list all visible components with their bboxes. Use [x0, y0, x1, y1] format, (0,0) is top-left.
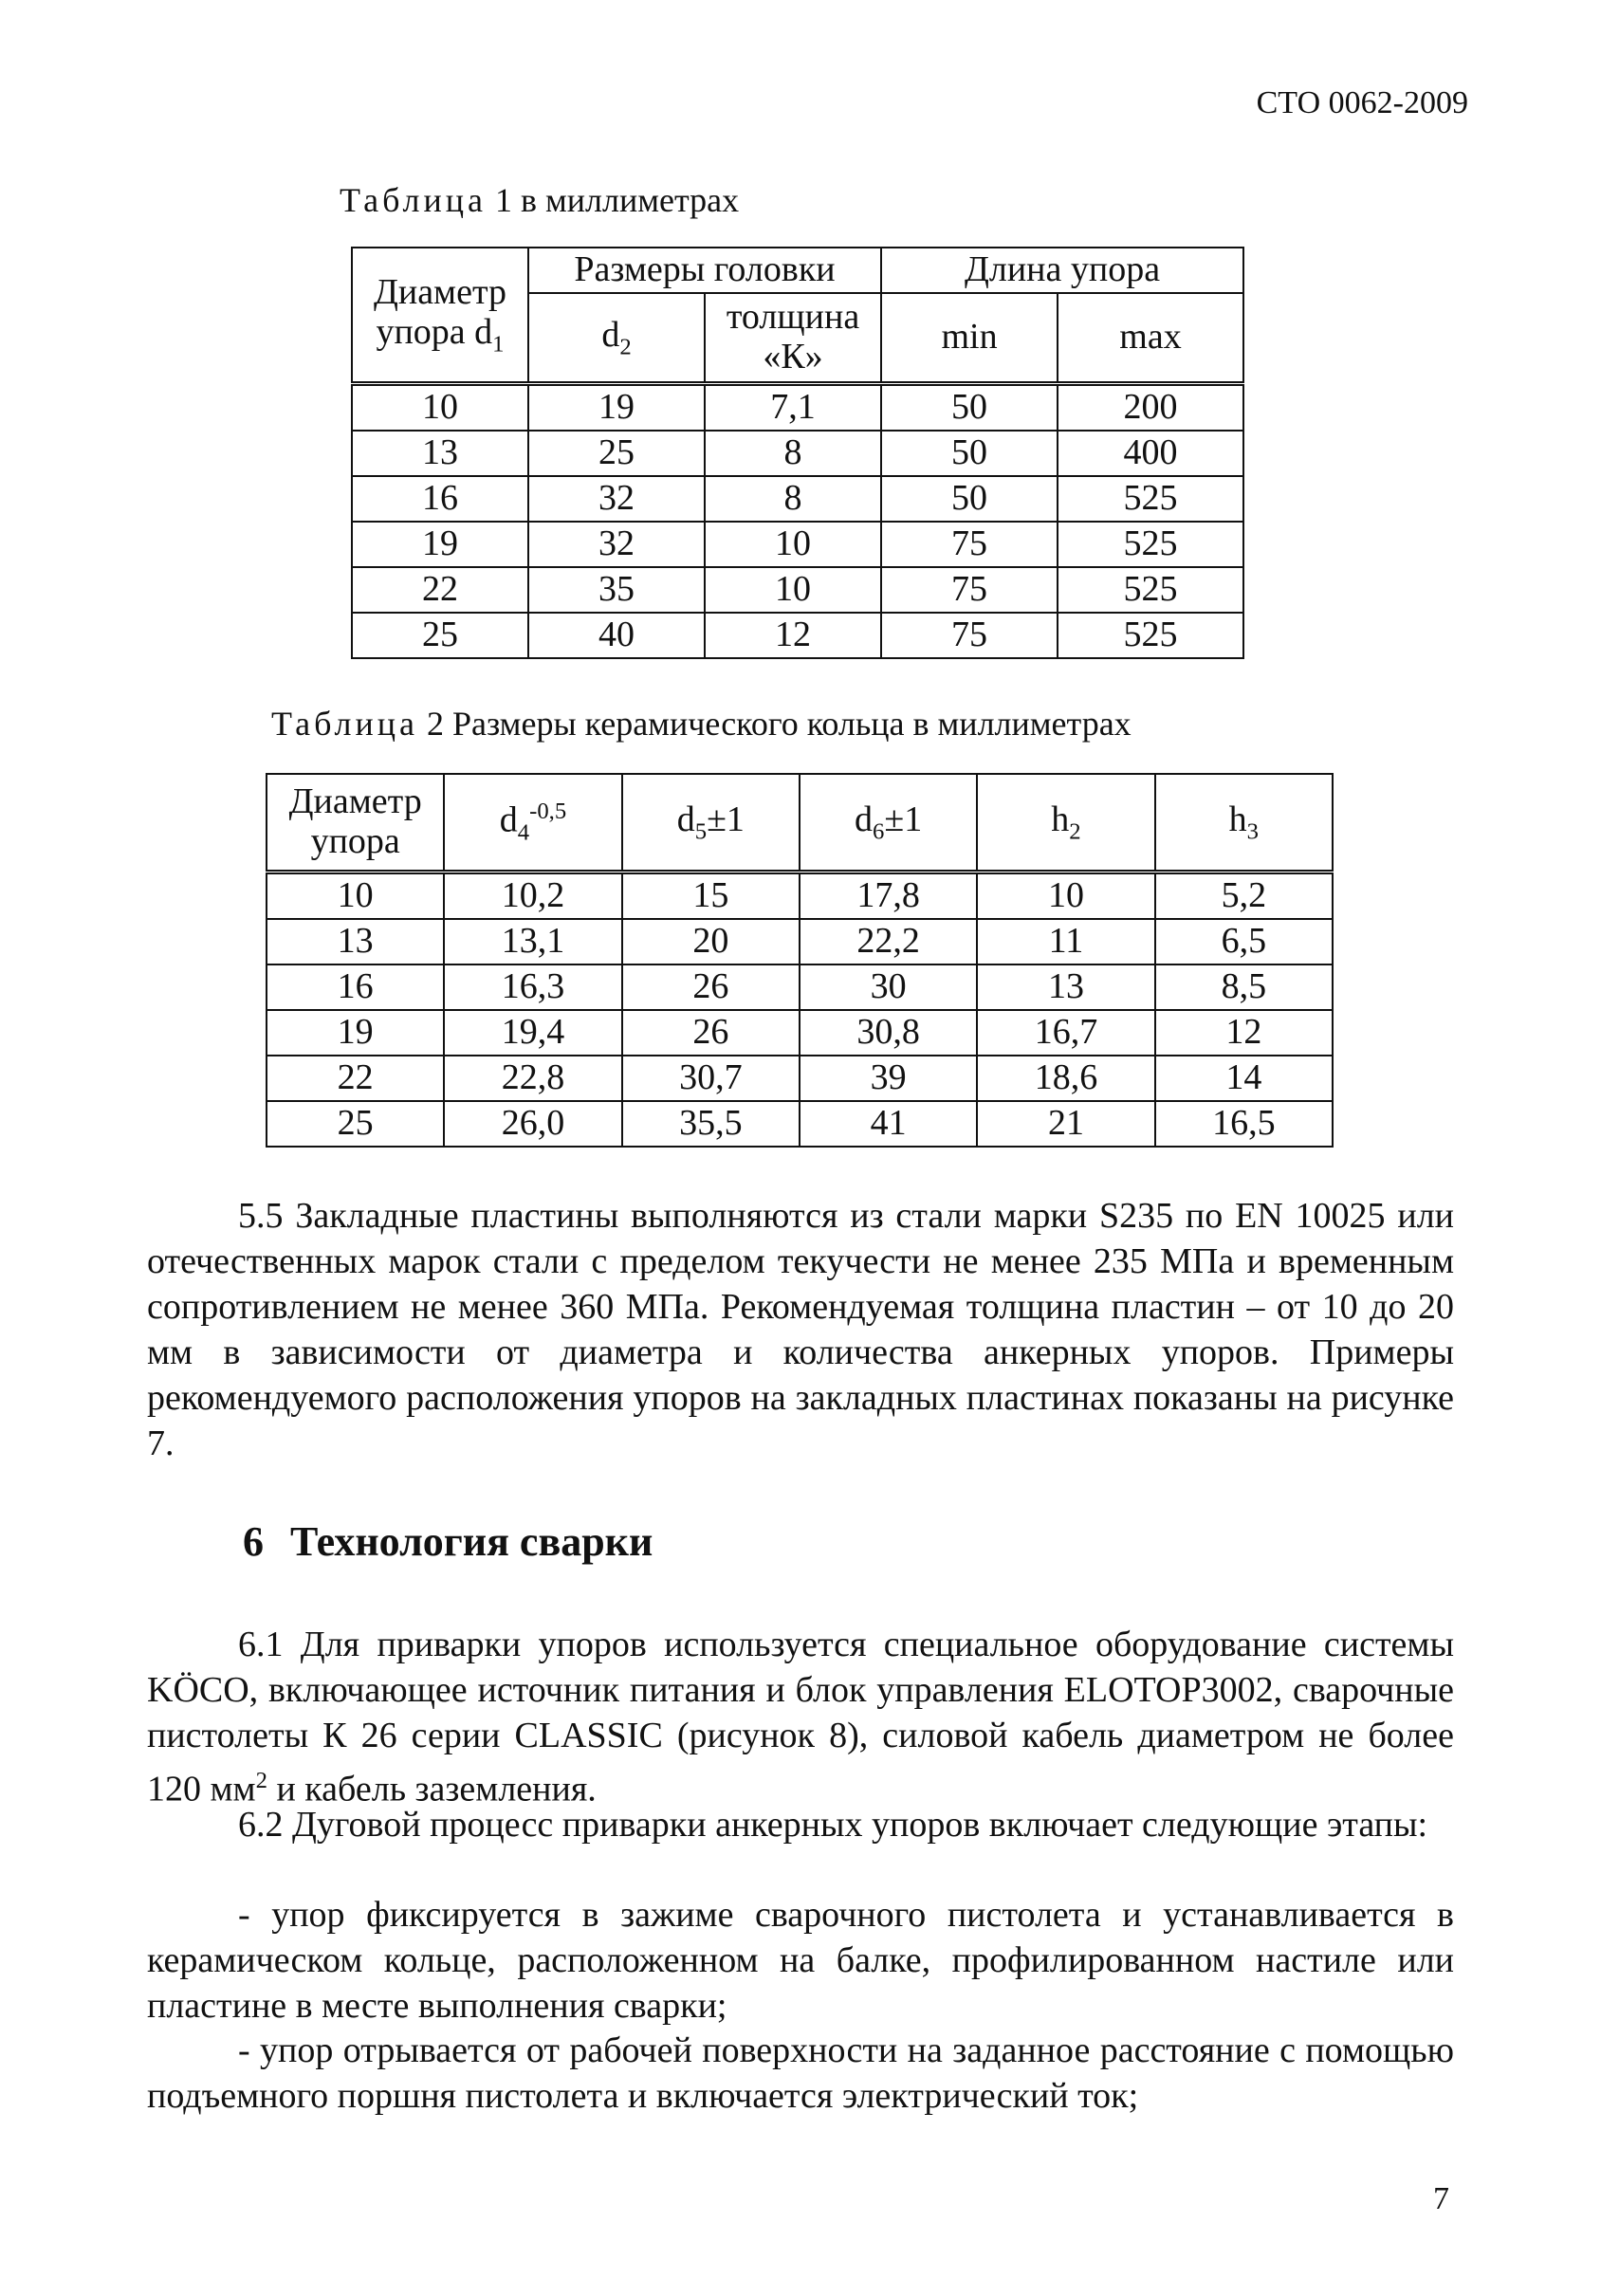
table-cell: 8	[705, 431, 881, 476]
table2-caption-label: Таблица	[271, 705, 418, 743]
table1-header-head-size: Размеры головки	[528, 248, 881, 293]
table-cell: 8	[705, 476, 881, 522]
table-cell: 13	[267, 919, 444, 964]
table-cell: 10	[352, 384, 528, 432]
table2-header-d5: $d_5\pm 1$	[622, 774, 800, 872]
table-cell: 18,6	[977, 1056, 1154, 1101]
table-cell: 35	[528, 567, 705, 613]
table-cell: 22,2	[800, 919, 977, 964]
table-cell: 25	[267, 1101, 444, 1147]
table-cell: 12	[705, 613, 881, 658]
table-cell: 75	[881, 613, 1058, 658]
table-cell: 15	[622, 872, 800, 920]
list-item: - упор фиксируется в зажиме сварочного пистолета и устанавливается в керамическом кольце, расположенном на балке, профилированном настиле или пластине в месте выполнения сварки;	[147, 1895, 1454, 2026]
table-row	[352, 384, 1243, 432]
table-cell: 26,0	[444, 1101, 621, 1147]
table-row	[267, 1056, 1333, 1101]
table-cell: 16,3	[444, 964, 621, 1010]
paragraph-5-5: 5.5 Закладные пластины выполняются из стали марки S235 по EN 10025 или отечественных марок стали с пределом текучести не менее 235 МПа и временным сопротивлением не менее 360 МПа. Рекомендуемая толщина пластин – от 10 до 20 мм в зависимости от диаметра и количества анкерных упоров. Примеры рекомендуемого расположения упоров на закладных пластинах показаны на рисунке 7.	[147, 1196, 1454, 1463]
document-code: СТО 0062-2009	[1256, 85, 1468, 120]
table-cell: 8,5	[1155, 964, 1333, 1010]
table-cell: 30,7	[622, 1056, 800, 1101]
section-number: 6	[243, 1518, 264, 1565]
table-cell: 25	[352, 613, 528, 658]
table-cell: 14	[1155, 1056, 1333, 1101]
table-cell: 12	[1155, 1010, 1333, 1056]
paragraph-6-2: 6.2 Дуговой процесс приварки анкерных упоров включает следующие этапы:	[238, 1805, 1428, 1845]
table-cell: 39	[800, 1056, 977, 1101]
table1-caption	[340, 180, 739, 220]
table-cell: 26	[622, 1010, 800, 1056]
table-cell: 50	[881, 384, 1058, 432]
table-cell: 525	[1058, 476, 1243, 522]
table2-header-h2: $h_2$	[977, 774, 1154, 872]
table-cell: 21	[977, 1101, 1154, 1147]
table-cell: 40	[528, 613, 705, 658]
table-cell: 75	[881, 567, 1058, 613]
table-cell: 525	[1058, 613, 1243, 658]
table-cell: 13	[352, 431, 528, 476]
table-cell: 30,8	[800, 1010, 977, 1056]
table-cell: 19	[528, 384, 705, 432]
table-cell: 32	[528, 522, 705, 567]
table1-caption-text: 1 в миллиметрах	[486, 181, 740, 219]
table-cell: 10	[705, 522, 881, 567]
table-row	[267, 1010, 1333, 1056]
table2-header-h3: $h_3$	[1155, 774, 1333, 872]
table-cell: 10	[267, 872, 444, 920]
table-cell: 525	[1058, 567, 1243, 613]
table1-header-diameter: Диаметр упора $d_1$	[352, 248, 528, 384]
table-cell: 10	[977, 872, 1154, 920]
table-cell: 30	[800, 964, 977, 1010]
table-cell: 35,5	[622, 1101, 800, 1147]
table2-header-d4: $d_4^{-0,5}$	[444, 774, 621, 872]
table-cell: 26	[622, 964, 800, 1010]
table-cell: 50	[881, 431, 1058, 476]
table2-header-diameter: Диаметр упора	[267, 774, 444, 872]
table-cell: 17,8	[800, 872, 977, 920]
table1	[351, 247, 1244, 659]
table-row	[352, 476, 1243, 522]
table-row	[352, 431, 1243, 476]
table-cell: 19	[267, 1010, 444, 1056]
table-cell: 22,8	[444, 1056, 621, 1101]
table-cell: 16	[267, 964, 444, 1010]
table1-header-min: min	[881, 293, 1058, 384]
table-cell: 22	[352, 567, 528, 613]
list-item: - упор отрывается от рабочей поверхности на заданное расстояние с помощью подъемного поршня пистолета и включается электрический ток;	[147, 2030, 1454, 2116]
table-cell: 13,1	[444, 919, 621, 964]
table1-header-d2: $d_2$	[528, 293, 705, 384]
table-cell: 41	[800, 1101, 977, 1147]
table-row	[267, 1101, 1333, 1147]
table-cell: 200	[1058, 384, 1243, 432]
table-cell: 22	[267, 1056, 444, 1101]
paragraph-6-1: 6.1 Для приварки упоров используется специальное оборудование системы KÖCO, включающее источник питания и блок управления ELOTOP3002, сварочные пистолеты К 26 серии CLASSIC (рисунок 8), силовой кабель диаметром не более 120 $мм^2$ и кабель заземления.	[147, 1625, 1454, 1809]
table-row	[267, 919, 1333, 964]
table-row	[352, 522, 1243, 567]
table-cell: 19	[352, 522, 528, 567]
table-cell: 16,5	[1155, 1101, 1333, 1147]
table-cell: 20	[622, 919, 800, 964]
table2-header-d6: $d_6\pm 1$	[800, 774, 977, 872]
table-cell: 16	[352, 476, 528, 522]
table-row	[352, 567, 1243, 613]
page-number: 7	[1433, 2181, 1449, 2216]
table-cell: 16,7	[977, 1010, 1154, 1056]
table2-caption-text: 2 Размеры керамического кольца в миллиметрах	[417, 705, 1132, 743]
table-cell: 32	[528, 476, 705, 522]
table-cell: 525	[1058, 522, 1243, 567]
section-title: Технология сварки	[290, 1518, 653, 1565]
table-cell: 7,1	[705, 384, 881, 432]
table-cell: 5,2	[1155, 872, 1333, 920]
table-cell: 11	[977, 919, 1154, 964]
table-cell: 10,2	[444, 872, 621, 920]
table2	[266, 773, 1334, 1148]
table1-header-thickness: толщина «К»	[705, 293, 881, 384]
table-cell: 25	[528, 431, 705, 476]
table-cell: 19,4	[444, 1010, 621, 1056]
table-cell: 75	[881, 522, 1058, 567]
table1-header-max: max	[1058, 293, 1243, 384]
table-row	[267, 964, 1333, 1010]
table-row	[352, 613, 1243, 658]
table-cell: 6,5	[1155, 919, 1333, 964]
table-cell: 10	[705, 567, 881, 613]
table-row	[267, 872, 1333, 920]
table1-caption-label: Таблица	[340, 181, 487, 219]
table-cell: 13	[977, 964, 1154, 1010]
table-cell: 400	[1058, 431, 1243, 476]
table1-header-stud-length: Длина упора	[881, 248, 1243, 293]
table-cell: 50	[881, 476, 1058, 522]
table2-caption	[271, 704, 1132, 744]
section-heading	[243, 1517, 653, 1566]
